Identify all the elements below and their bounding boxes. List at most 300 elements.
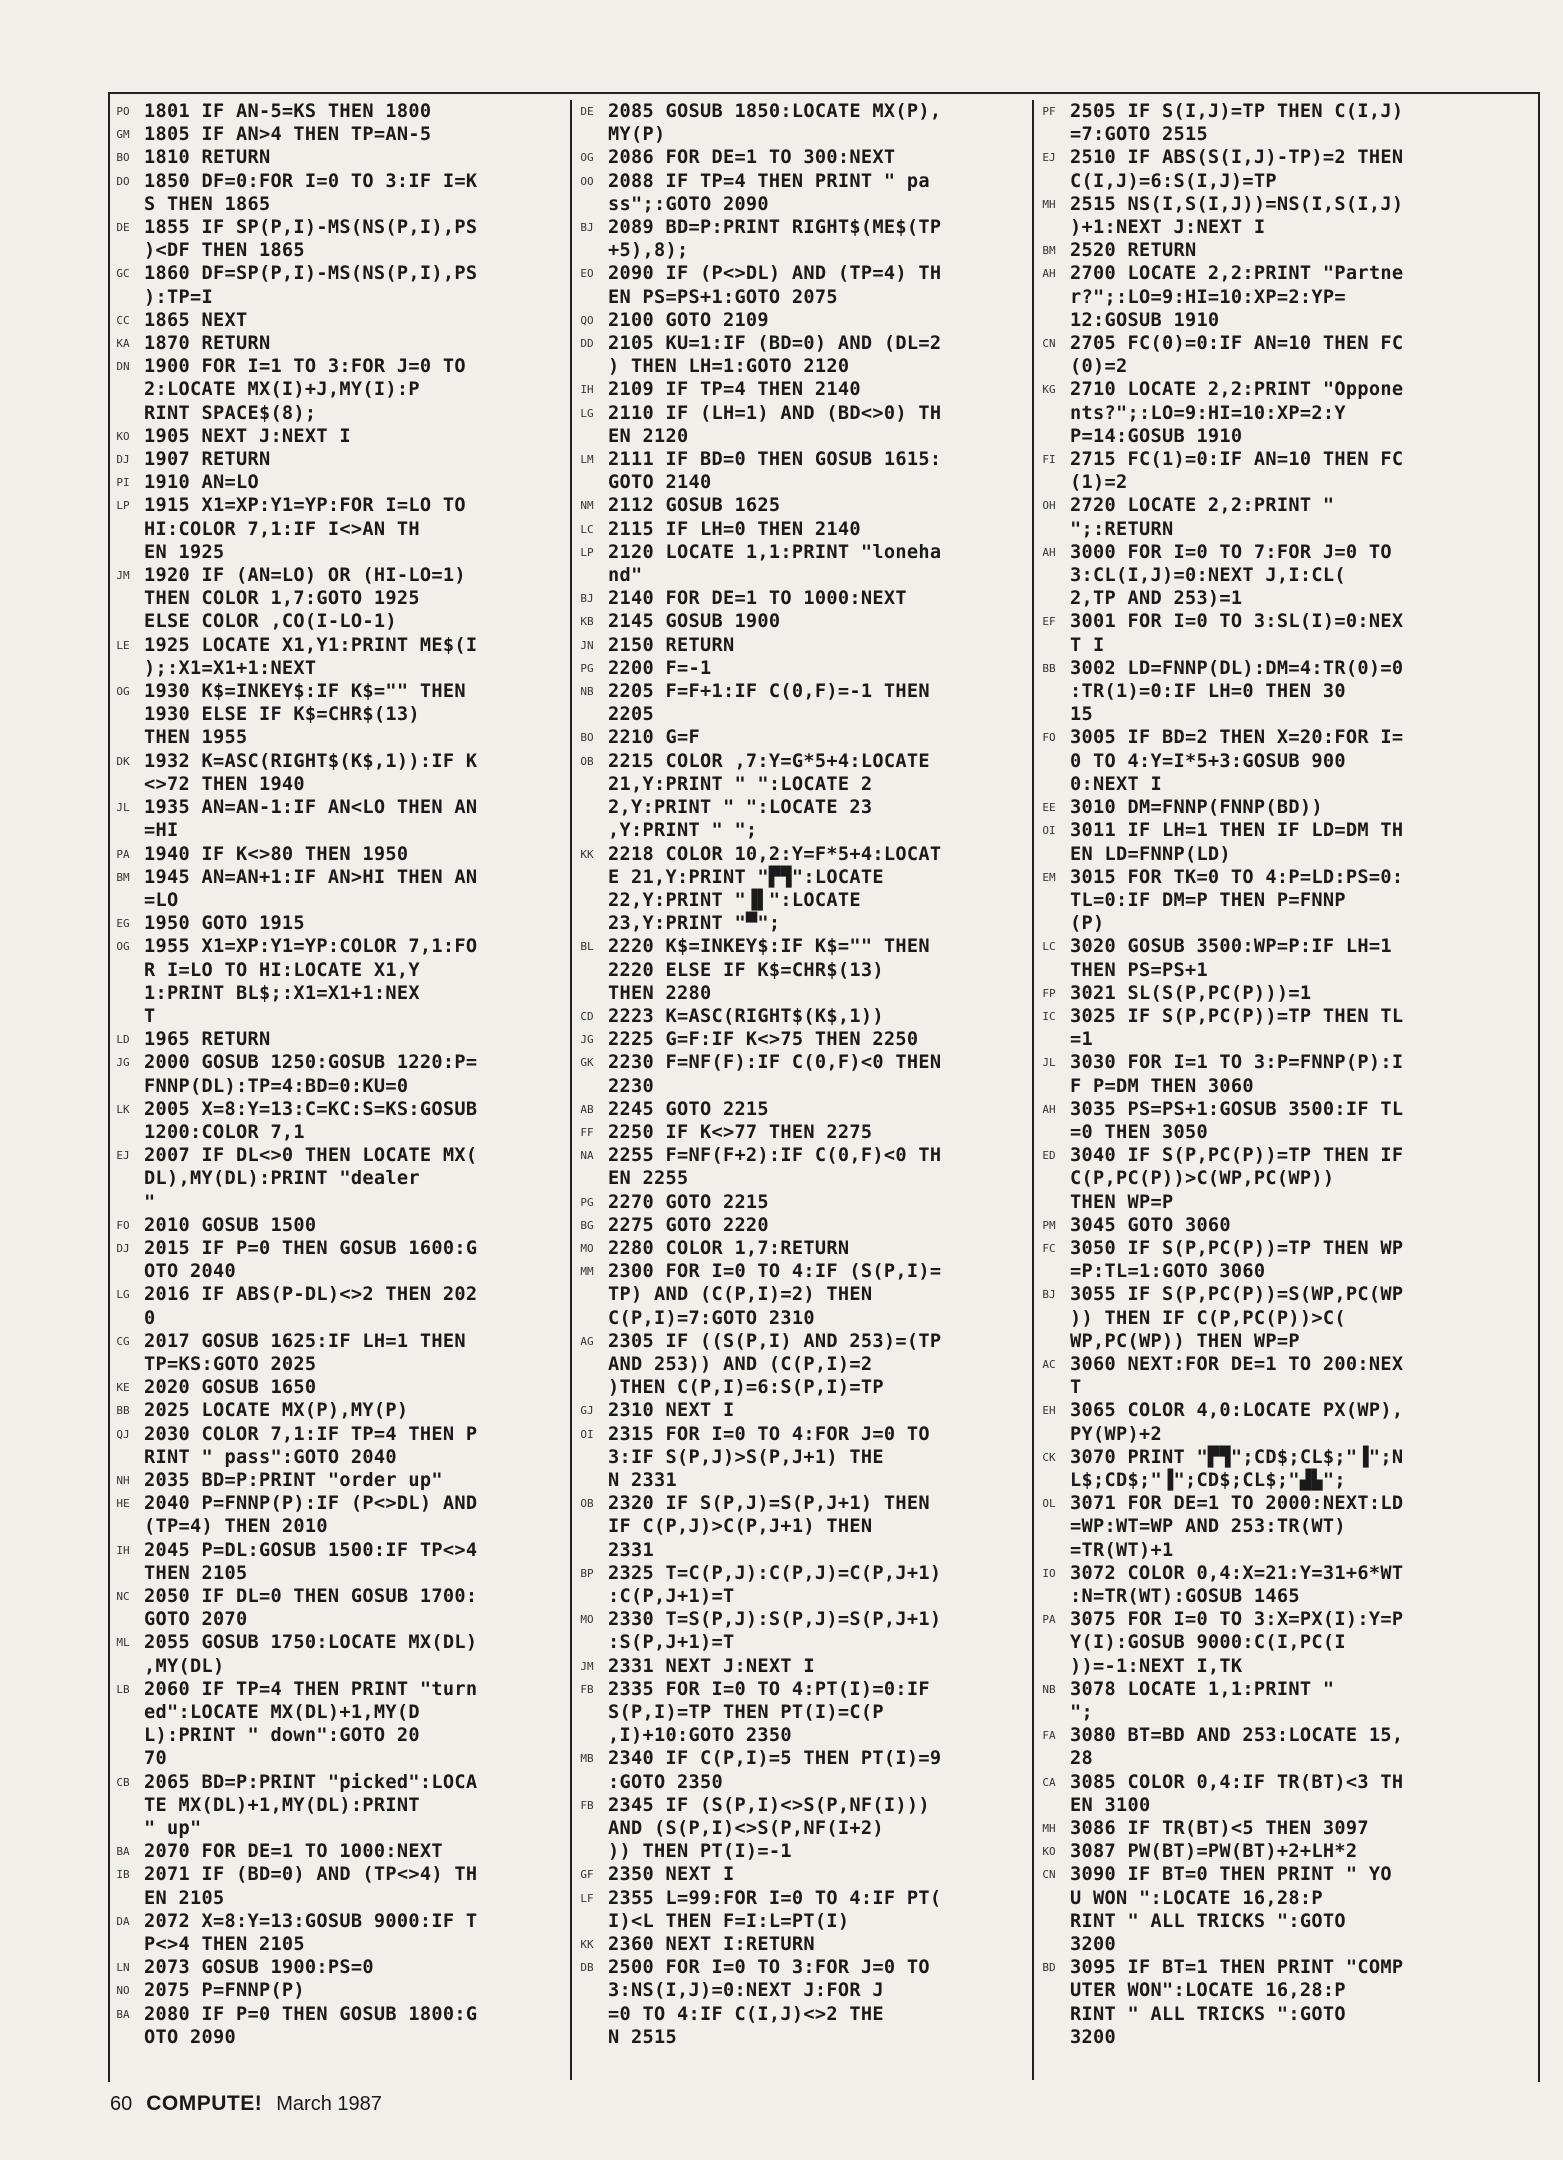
code-line: [108, 1005, 568, 1028]
code-text: 3045 GOTO 3060: [1070, 1214, 1231, 1236]
code-text: 2345 IF (S(P,I)<>S(P,NF(I))): [608, 1794, 930, 1816]
code-line: [108, 1214, 568, 1237]
code-text: RINT SPACE$(8);: [144, 402, 317, 424]
code-line: [1034, 1423, 1542, 1446]
code-line: [108, 1608, 568, 1631]
code-line: [1034, 1237, 1542, 1260]
checksum: BP: [580, 1566, 594, 1580]
code-text: THEN COLOR 1,7:GOTO 1925: [144, 588, 420, 610]
code-line: [572, 1191, 1032, 1214]
checksum: KK: [580, 847, 594, 861]
checksum: BB: [1042, 661, 1056, 675]
code-text: 70: [144, 1748, 167, 1770]
code-line: [572, 1840, 1032, 1863]
code-text: 2331 NEXT J:NEXT I: [608, 1655, 815, 1677]
code-text: 3001 FOR I=0 TO 3:SL(I)=0:NEX: [1070, 611, 1404, 633]
checksum: OB: [580, 1497, 594, 1511]
checksum: EJ: [116, 1149, 130, 1163]
code-text: EN 1925: [144, 541, 225, 563]
code-line: [572, 448, 1032, 471]
code-text: 3072 COLOR 0,4:X=21:Y=31+6*WT: [1070, 1562, 1404, 1584]
code-line: [1034, 1260, 1542, 1283]
code-text: =1: [1070, 1029, 1093, 1051]
code-line: [572, 1376, 1032, 1399]
code-line: [1034, 355, 1542, 378]
code-line: [572, 1330, 1032, 1353]
code-text: 2210 G=F: [608, 727, 700, 749]
code-line: [1034, 773, 1542, 796]
code-line: [1034, 1887, 1542, 1910]
code-text: 2015 IF P=0 THEN GOSUB 1600:G: [144, 1237, 478, 1259]
code-line: [1034, 564, 1542, 587]
code-text: (TP=4) THEN 2010: [144, 1516, 328, 1538]
code-text: 2025 LOCATE MX(P),MY(P): [144, 1400, 409, 1422]
code-text: ,I)+10:GOTO 2350: [608, 1725, 792, 1747]
code-text: 2110 IF (LH=1) AND (BD<>0) TH: [608, 402, 942, 424]
checksum: NA: [580, 1149, 594, 1163]
code-text: " up": [144, 1818, 202, 1840]
code-line: [108, 796, 568, 819]
code-line: [108, 1771, 568, 1794]
code-text: 3200: [1070, 1934, 1116, 1956]
code-text: C(P,I)=7:GOTO 2310: [608, 1307, 815, 1329]
code-line: [1034, 935, 1542, 958]
code-text: 22,Y:PRINT "▐▌":LOCATE: [608, 889, 861, 911]
code-line: [1034, 378, 1542, 401]
magazine-name: COMPUTE!: [146, 2092, 263, 2115]
code-text: 2055 GOSUB 1750:LOCATE MX(DL): [144, 1632, 478, 1654]
code-line: [108, 541, 568, 564]
code-line: [1034, 146, 1542, 169]
checksum: FB: [580, 1798, 594, 1812]
code-text: 3005 IF BD=2 THEN X=20:FOR I=: [1070, 727, 1404, 749]
code-text: P<>4 THEN 2105: [144, 1934, 305, 1956]
code-line: [572, 1167, 1032, 1190]
checksum: MO: [580, 1613, 594, 1627]
code-line: [572, 726, 1032, 749]
code-text: THEN 1955: [144, 727, 248, 749]
code-text: TL=0:IF DM=P THEN P=FNNP: [1070, 889, 1346, 911]
checksum: FC: [1042, 1241, 1056, 1255]
code-text: 2005 X=8:Y=13:C=KC:S=KS:GOSUB: [144, 1098, 478, 1120]
code-line: [108, 1307, 568, 1330]
code-text: 1935 AN=AN-1:IF AN<LO THEN AN: [144, 797, 478, 819]
checksum: DN: [116, 360, 130, 374]
code-line: [1034, 819, 1542, 842]
code-text: 2315 FOR I=0 TO 4:FOR J=0 TO: [608, 1423, 930, 1445]
code-line: [1034, 657, 1542, 680]
code-text: 3080 BT=BD AND 253:LOCATE 15,: [1070, 1725, 1404, 1747]
code-line: [1034, 1631, 1542, 1654]
checksum: PI: [116, 476, 130, 490]
code-text: 2331: [608, 1539, 654, 1561]
code-line: [572, 1446, 1032, 1469]
checksum: GJ: [580, 1404, 594, 1418]
checksum: IH: [580, 383, 594, 397]
checksum: OG: [116, 940, 130, 954]
code-line: [572, 796, 1032, 819]
code-line: [1034, 587, 1542, 610]
code-line: [108, 518, 568, 541]
code-text: nts?";:LO=9:HI=10:XP=2:Y: [1070, 402, 1346, 424]
code-line: [1034, 1191, 1542, 1214]
code-line: [1034, 1144, 1542, 1167]
code-text: r?";:LO=9:HI=10:XP=2:YP=: [1070, 286, 1346, 308]
code-text: 1870 RETURN: [144, 333, 271, 355]
checksum: FP: [1042, 986, 1056, 1000]
code-text: =HI: [144, 820, 179, 842]
code-line: [1034, 1283, 1542, 1306]
code-text: 3065 COLOR 4,0:LOCATE PX(WP),: [1070, 1400, 1404, 1422]
code-text: 2010 GOSUB 1500: [144, 1214, 317, 1236]
code-text: 2335 FOR I=0 TO 4:PT(I)=0:IF: [608, 1678, 930, 1700]
code-text: 2086 FOR DE=1 TO 300:NEXT: [608, 147, 896, 169]
code-line: [108, 1167, 568, 1190]
code-text: 2100 GOTO 2109: [608, 309, 769, 331]
code-text: AND 253)) AND (C(P,I)=2: [608, 1353, 873, 1375]
code-text: 3025 IF S(P,PC(P))=TP THEN TL: [1070, 1005, 1404, 1027]
code-line: [572, 1724, 1032, 1747]
code-text: +5),8);: [608, 240, 689, 262]
code-line: [572, 843, 1032, 866]
code-line: [572, 100, 1032, 123]
checksum: NH: [116, 1473, 130, 1487]
code-line: [108, 1469, 568, 1492]
checksum: MO: [580, 1241, 594, 1255]
code-text: 3015 FOR TK=0 TO 4:P=LD:PS=0:: [1070, 866, 1404, 888]
code-line: [572, 2026, 1032, 2049]
code-text: 3050 IF S(P,PC(P))=TP THEN WP: [1070, 1237, 1404, 1259]
code-text: :S(P,J+1)=T: [608, 1632, 735, 1654]
code-text: 2115 IF LH=0 THEN 2140: [608, 518, 861, 540]
code-text: 1855 IF SP(P,I)-MS(NS(P,I),PS: [144, 217, 478, 239]
code-text: 3085 COLOR 0,4:IF TR(BT)<3 TH: [1070, 1771, 1404, 1793]
code-line: [1034, 1956, 1542, 1979]
checksum: LF: [580, 1891, 594, 1905]
code-text: 2,Y:PRINT " ":LOCATE 23: [608, 797, 873, 819]
code-line: [572, 1771, 1032, 1794]
code-text: EN 2120: [608, 425, 689, 447]
code-text: 2070 FOR DE=1 TO 1000:NEXT: [144, 1841, 443, 1863]
code-text: 3000 FOR I=0 TO 7:FOR J=0 TO: [1070, 541, 1392, 563]
checksum: EF: [1042, 615, 1056, 629]
code-text: 1905 NEXT J:NEXT I: [144, 425, 351, 447]
code-line: [108, 1423, 568, 1446]
code-text: 0:NEXT I: [1070, 773, 1162, 795]
checksum: CK: [1042, 1450, 1056, 1464]
code-text: 1850 DF=0:FOR I=0 TO 3:IF I=K: [144, 170, 478, 192]
checksum: FA: [1042, 1729, 1056, 1743]
code-text: 2325 T=C(P,J):C(P,J)=C(P,J+1): [608, 1562, 942, 1584]
checksum: EG: [116, 917, 130, 931]
checksum: AH: [1042, 1102, 1056, 1116]
code-line: [572, 912, 1032, 935]
code-line: [572, 1515, 1032, 1538]
code-line: [108, 1121, 568, 1144]
code-text: 2515 NS(I,S(I,J))=NS(I,S(I,J): [1070, 193, 1404, 215]
code-text: 2275 GOTO 2220: [608, 1214, 769, 1236]
code-text: 2112 GOSUB 1625: [608, 495, 781, 517]
code-line: [572, 1655, 1032, 1678]
checksum: GF: [580, 1868, 594, 1882]
code-text: 2305 IF ((S(P,I) AND 253)=(TP: [608, 1330, 942, 1352]
code-line: [572, 1307, 1032, 1330]
code-line: [1034, 216, 1542, 239]
code-line: [108, 332, 568, 355]
code-text: 3070 PRINT "▛▜";CD$;CL$;"▐";N: [1070, 1446, 1404, 1468]
code-text: 3002 LD=FNNP(DL):DM=4:TR(0)=0: [1070, 657, 1404, 679]
code-line: [108, 843, 568, 866]
code-line: [572, 1887, 1032, 1910]
checksum: OI: [580, 1427, 594, 1441]
code-line: [108, 1399, 568, 1422]
code-text: EN LD=FNNP(LD): [1070, 843, 1231, 865]
code-text: 2505 IF S(I,J)=TP THEN C(I,J): [1070, 101, 1404, 122]
checksum: HE: [116, 1497, 130, 1511]
code-text: =TR(WT)+1: [1070, 1539, 1174, 1561]
code-text: THEN 2280: [608, 982, 712, 1004]
code-line: [572, 1237, 1032, 1260]
code-line: [572, 1353, 1032, 1376]
checksum: DE: [116, 221, 130, 235]
code-line: [572, 193, 1032, 216]
code-line: [108, 123, 568, 146]
code-line: [572, 1283, 1032, 1306]
code-text: ))=-1:NEXT I,TK: [1070, 1655, 1243, 1677]
code-text: C(I,J)=6:S(I,J)=TP: [1070, 170, 1277, 192]
code-line: [108, 634, 568, 657]
code-line: [572, 1028, 1032, 1051]
checksum: BL: [580, 940, 594, 954]
checksum: BO: [116, 151, 130, 165]
code-line: [1034, 1724, 1542, 1747]
code-text: 2355 L=99:FOR I=0 TO 4:IF PT(: [608, 1887, 942, 1909]
code-text: 2,TP AND 253)=1: [1070, 588, 1243, 610]
code-text: ):TP=I: [144, 286, 213, 308]
checksum: PA: [116, 847, 130, 861]
checksum: DK: [116, 754, 130, 768]
code-line: [108, 448, 568, 471]
code-line: [108, 866, 568, 889]
code-text: AND (S(P,I)<>S(P,NF(I+2): [608, 1818, 884, 1840]
code-line: [572, 1399, 1032, 1422]
code-line: [572, 471, 1032, 494]
code-text: 1940 IF K<>80 THEN 1950: [144, 843, 409, 865]
code-text: 2045 P=DL:GOSUB 1500:IF TP<>4: [144, 1539, 478, 1561]
code-text: 1945 AN=AN+1:IF AN>HI THEN AN: [144, 866, 478, 888]
code-line: [572, 1678, 1032, 1701]
checksum: LC: [1042, 940, 1056, 954]
code-line: [108, 1539, 568, 1562]
code-line: [1034, 726, 1542, 749]
code-line: [108, 100, 568, 123]
code-text: 3060 NEXT:FOR DE=1 TO 200:NEX: [1070, 1353, 1404, 1375]
code-text: ";:RETURN: [1070, 518, 1174, 540]
code-line: [108, 425, 568, 448]
code-text: 3090 IF BT=0 THEN PRINT " YO: [1070, 1864, 1392, 1886]
code-text: MY(P): [608, 124, 666, 146]
code-line: [1034, 1979, 1542, 2002]
code-text: R I=LO TO HI:LOCATE X1,Y: [144, 959, 420, 981]
checksum: FO: [1042, 731, 1056, 745]
code-text: 2090 IF (P<>DL) AND (TP=4) TH: [608, 263, 942, 285]
code-line: [108, 1863, 568, 1886]
code-text: C(P,PC(P))>C(WP,PC(WP)): [1070, 1168, 1335, 1190]
code-line: [572, 1631, 1032, 1654]
code-line: [108, 1585, 568, 1608]
code-line: [1034, 889, 1542, 912]
code-text: 2065 BD=P:PRINT "picked":LOCA: [144, 1771, 478, 1793]
code-text: 3086 IF TR(BT)<5 THEN 3097: [1070, 1818, 1369, 1840]
code-text: 2085 GOSUB 1850:LOCATE MX(P),: [608, 101, 942, 122]
code-text: 2230 F=NF(F):IF C(0,F)<0 THEN: [608, 1052, 942, 1074]
checksum: PA: [1042, 1613, 1056, 1627]
code-line: [108, 773, 568, 796]
code-text: E 21,Y:PRINT "▛▜":LOCATE: [608, 866, 884, 888]
code-text: )+1:NEXT J:NEXT I: [1070, 217, 1266, 239]
code-text: T: [144, 1005, 156, 1027]
code-line: [1034, 402, 1542, 425]
code-text: 3071 FOR DE=1 TO 2000:NEXT:LD: [1070, 1493, 1404, 1515]
code-text: 2016 IF ABS(P-DL)<>2 THEN 202: [144, 1284, 478, 1306]
code-line: [1034, 518, 1542, 541]
code-text: 2350 NEXT I: [608, 1864, 735, 1886]
code-text: 3078 LOCATE 1,1:PRINT ": [1070, 1678, 1335, 1700]
code-text: 2320 IF S(P,J)=S(P,J+1) THEN: [608, 1493, 930, 1515]
code-line: [108, 1515, 568, 1538]
code-line: [1034, 1863, 1542, 1886]
checksum: AB: [580, 1102, 594, 1116]
code-text: EN 3100: [1070, 1794, 1151, 1816]
page-footer: [110, 2092, 382, 2116]
code-line: [1034, 1005, 1542, 1028]
code-line: [108, 216, 568, 239]
code-text: L$;CD$;"▐";CD$;CL$;"▟▙";: [1070, 1469, 1346, 1491]
code-line: [1034, 2026, 1542, 2049]
code-line: [108, 680, 568, 703]
code-line: [108, 2003, 568, 2026]
code-line: [572, 1585, 1032, 1608]
code-text: )<DF THEN 1865: [144, 240, 305, 262]
code-line: [108, 982, 568, 1005]
code-line: [572, 2003, 1032, 2026]
code-line: [108, 1191, 568, 1214]
code-text: 2215 COLOR ,7:Y=G*5+4:LOCATE: [608, 750, 930, 772]
code-line: [1034, 1678, 1542, 1701]
code-text: 15: [1070, 704, 1093, 726]
checksum: NM: [580, 499, 594, 513]
code-text: 2705 FC(0)=0:IF AN=10 THEN FC: [1070, 333, 1404, 355]
code-text: 1950 GOTO 1915: [144, 913, 305, 935]
code-line: [1034, 123, 1542, 146]
code-text: 2075 P=FNNP(P): [144, 1980, 305, 2002]
code-line: [108, 262, 568, 285]
code-text: 2230: [608, 1075, 654, 1097]
code-text: 1932 K=ASC(RIGHT$(K$,1)):IF K: [144, 750, 478, 772]
checksum: JL: [1042, 1056, 1056, 1070]
code-line: [108, 471, 568, 494]
code-line: [1034, 1933, 1542, 1956]
code-text: TE MX(DL)+1,MY(DL):PRINT: [144, 1794, 420, 1816]
code-line: [572, 819, 1032, 842]
code-line: [1034, 1747, 1542, 1770]
code-text: 1955 X1=XP:Y1=YP:COLOR 7,1:FO: [144, 936, 478, 958]
checksum: BG: [580, 1218, 594, 1232]
code-text: 2715 FC(1)=0:IF AN=10 THEN FC: [1070, 449, 1404, 471]
code-text: TP) AND (C(P,I)=2) THEN: [608, 1284, 873, 1306]
code-text: GOTO 2070: [144, 1609, 248, 1631]
code-line: [1034, 1399, 1542, 1422]
checksum: GM: [116, 128, 130, 142]
code-text: 3:NS(I,J)=0:NEXT J:FOR J: [608, 1980, 884, 2002]
code-line: [1034, 2003, 1542, 2026]
checksum: LC: [580, 522, 594, 536]
code-line: [108, 1144, 568, 1167]
code-line: [108, 1747, 568, 1770]
checksum: IC: [1042, 1009, 1056, 1023]
code-line: [572, 123, 1032, 146]
code-line: [572, 1817, 1032, 1840]
code-text: 2510 IF ABS(S(I,J)-TP)=2 THEN: [1070, 147, 1404, 169]
code-line: [108, 1956, 568, 1979]
code-line: [572, 1933, 1032, 1956]
code-text: 2:LOCATE MX(I)+J,MY(I):P: [144, 379, 420, 401]
code-line: [572, 309, 1032, 332]
code-line: [1034, 332, 1542, 355]
code-line: [108, 355, 568, 378]
code-line: [1034, 1562, 1542, 1585]
code-text: 1805 IF AN>4 THEN TP=AN-5: [144, 124, 432, 146]
checksum: LP: [580, 545, 594, 559]
checksum: KA: [116, 337, 130, 351]
code-text: 2245 GOTO 2215: [608, 1098, 769, 1120]
code-text: 28: [1070, 1748, 1093, 1770]
checksum: QJ: [116, 1427, 130, 1441]
code-line: [108, 1562, 568, 1585]
checksum: MH: [1042, 1822, 1056, 1836]
code-text: 2120 LOCATE 1,1:PRINT "loneha: [608, 541, 942, 563]
code-line: [1034, 959, 1542, 982]
code-line: [108, 193, 568, 216]
code-line: [1034, 1608, 1542, 1631]
checksum: DO: [116, 174, 130, 188]
code-line: [108, 1678, 568, 1701]
code-text: FNNP(DL):TP=4:BD=0:KU=0: [144, 1075, 409, 1097]
code-text: EN 2105: [144, 1887, 225, 1909]
checksum: KG: [1042, 383, 1056, 397]
code-line: [572, 750, 1032, 773]
code-line: [108, 1655, 568, 1678]
code-text: =7:GOTO 2515: [1070, 124, 1208, 146]
code-line: [1034, 471, 1542, 494]
checksum: OB: [580, 754, 594, 768]
code-line: [108, 494, 568, 517]
code-text: 3021 SL(S(P,PC(P)))=1: [1070, 982, 1312, 1004]
code-line: [572, 1423, 1032, 1446]
code-text: 2500 FOR I=0 TO 3:FOR J=0 TO: [608, 1957, 930, 1979]
code-text: 2340 IF C(P,I)=5 THEN PT(I)=9: [608, 1748, 942, 1770]
code-text: T: [1070, 1377, 1082, 1399]
code-text: 2220 ELSE IF K$=CHR$(13): [608, 959, 884, 981]
code-line: [1034, 309, 1542, 332]
code-text: 3040 IF S(P,PC(P))=TP THEN IF: [1070, 1145, 1404, 1167]
checksum: PF: [1042, 105, 1056, 118]
code-text: 3055 IF S(P,PC(P))=S(WP,PC(WP: [1070, 1284, 1404, 1306]
code-line: [572, 1144, 1032, 1167]
code-text: 3035 PS=PS+1:GOSUB 3500:IF TL: [1070, 1098, 1404, 1120]
checksum: MM: [580, 1265, 594, 1279]
code-text: IF C(P,J)>C(P,J+1) THEN: [608, 1516, 873, 1538]
